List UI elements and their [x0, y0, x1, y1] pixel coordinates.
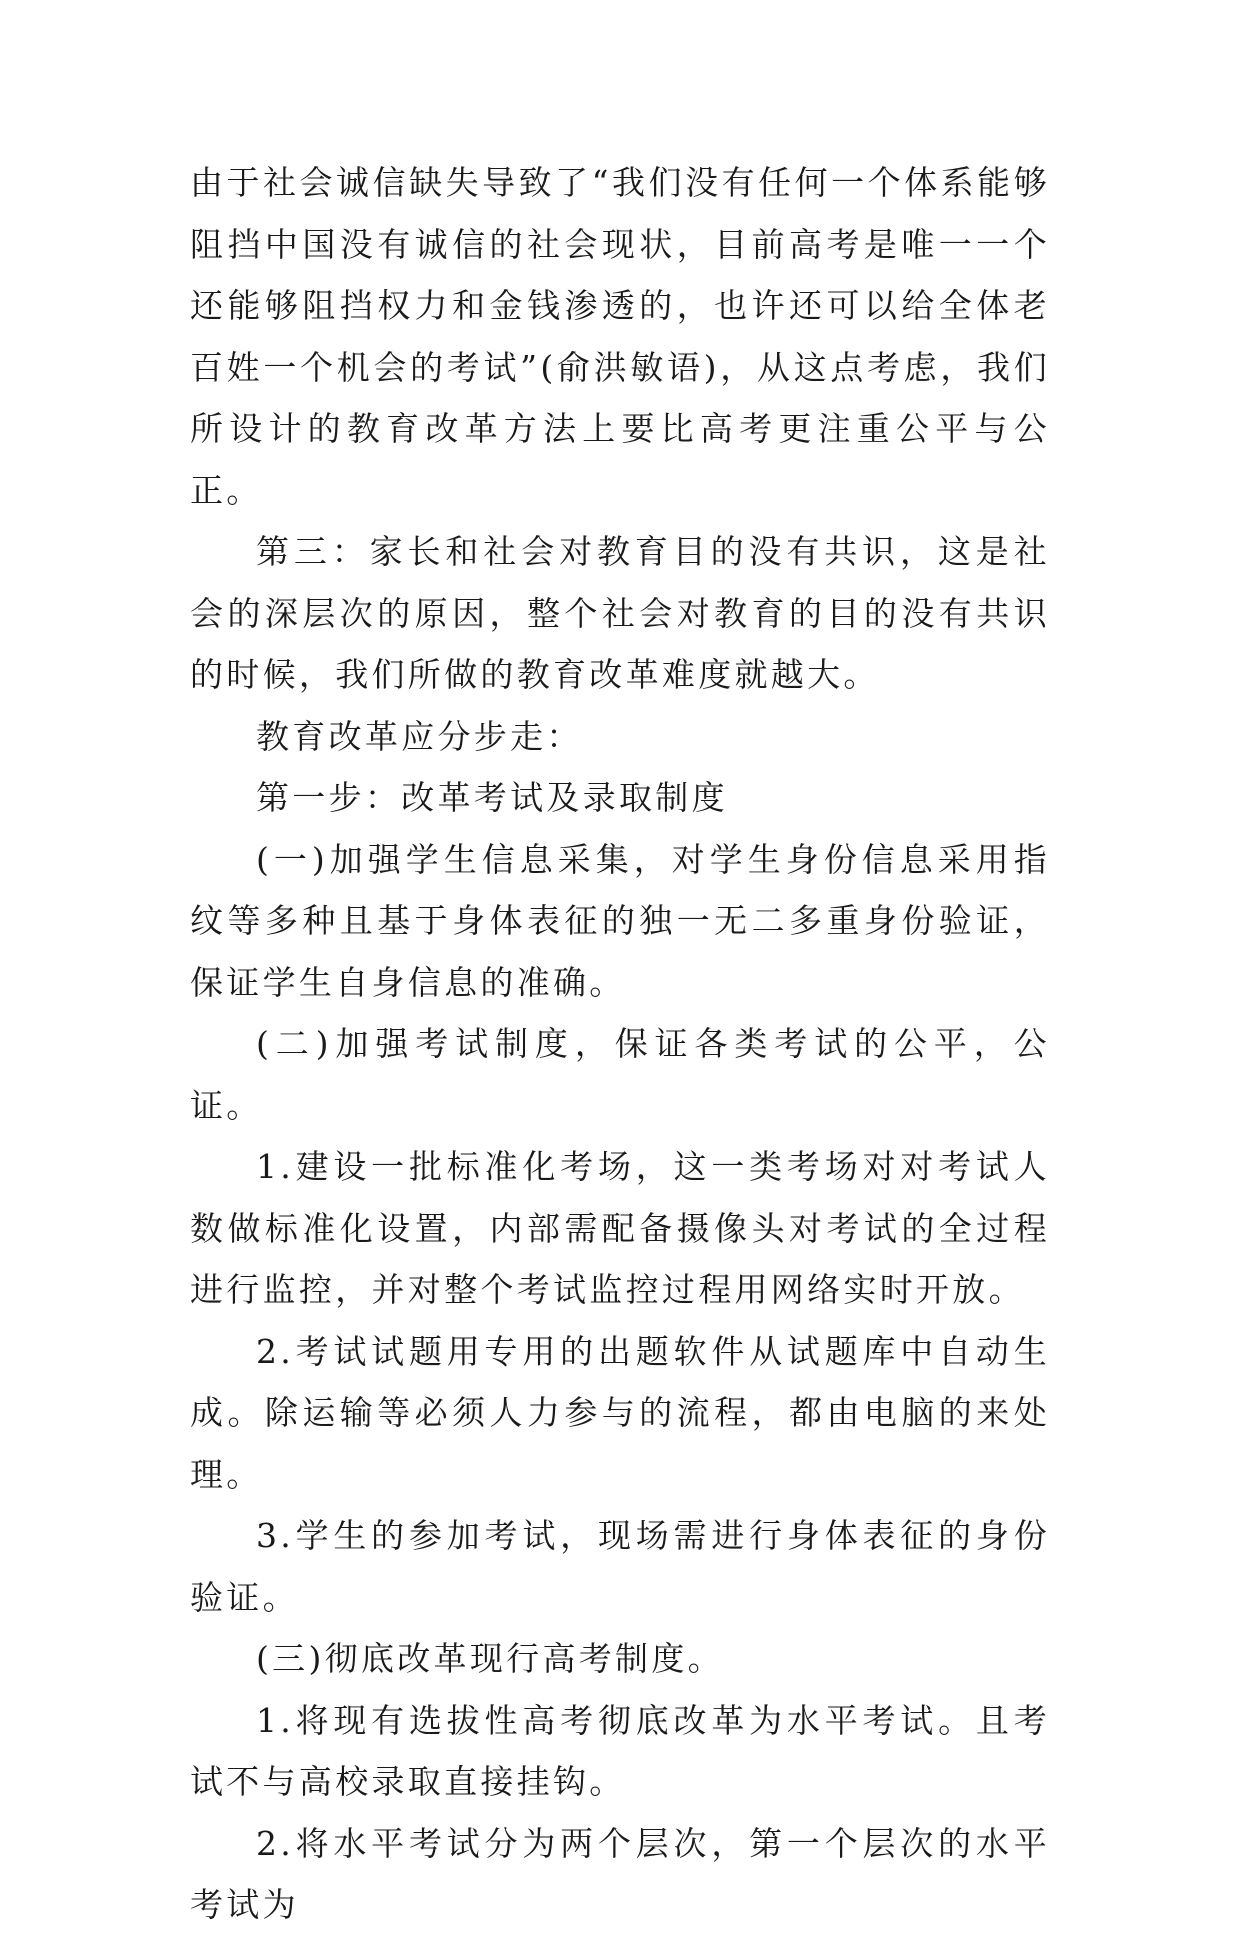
paragraph-4: 第一步：改革考试及录取制度 [256, 778, 728, 817]
paragraph-8: 2.考试试题用专用的出题软件从试题库中自动生成。除运输等必须人力参与的流程，都由电脑的来处理。 [190, 1331, 1050, 1494]
paragraph-7: 1.建设一批标准化考场，这一类考场对对考试人数做标准化设置，内部需配备摄像头对考试的全过程进行监控，并对整个考试监控过程用网络实时开放。 [190, 1147, 1050, 1309]
paragraph-3: 教育改革应分步走： [256, 716, 583, 756]
paragraph-5: (一)加强学生信息采集，对学生身份信息采用指纹等多种且基于身体表征的独一无二多重身份验证，保证学生自身信息的准确。 [190, 839, 1050, 1002]
paragraph-10: (三)彻底改革现行高考制度。 [256, 1639, 724, 1678]
paragraph-2: 第三：家长和社会对教育目的没有共识，这是社会的深层次的原因，整个社会对教育的目的没有共识的时候，我们所做的教育改革难度就越大。 [190, 532, 1050, 694]
paragraph-12: 2.将水平考试分为两个层次，第一个层次的水平考试为 [190, 1823, 1050, 1924]
paragraph-1: 由于社会诚信缺失导致了“我们没有任何一个体系能够阻挡中国没有诚信的社会现状，目前高考是唯一一个还能够阻挡权力和金钱渗透的，也许还可以给全体老百姓一个机会的考试”(俞洪敏语)，从这点考虑，我们所设计的教育改革方法上要比高考更注重公平与公正。 [190, 163, 1050, 510]
paragraph-6: (二)加强考试制度，保证各类考试的公平，公证。 [190, 1024, 1050, 1125]
document-body [190, 152, 1050, 1936]
paragraph-9: 3.学生的参加考试，现场需进行身体表征的身份验证。 [190, 1516, 1050, 1617]
paragraph-11: 1.将现有选拔性高考彻底改革为水平考试。且考试不与高校录取直接挂钩。 [190, 1700, 1050, 1801]
